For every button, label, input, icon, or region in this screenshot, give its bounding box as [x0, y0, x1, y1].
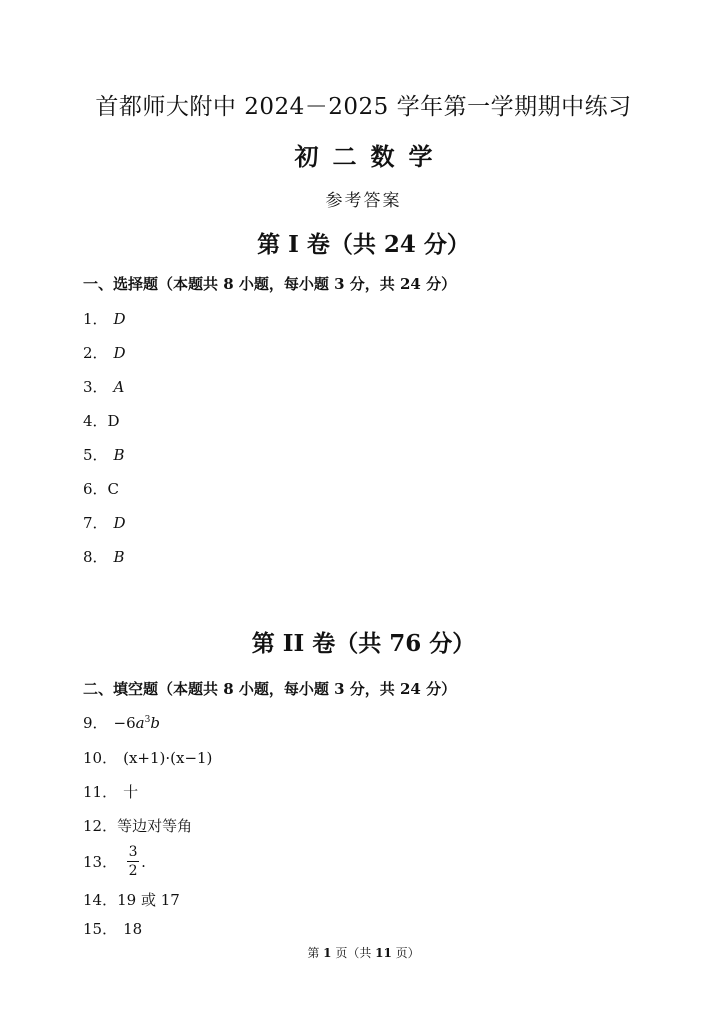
answer-item	[83, 444, 125, 465]
answer-variable-b: b	[150, 714, 160, 732]
answer-variable-a: a	[135, 714, 145, 732]
answer-item	[83, 843, 146, 880]
document-title: 首都师大附中 2024－2025 学年第一学期期中练习	[95, 94, 632, 120]
item-answer: 等边对等角	[117, 817, 193, 835]
answer-item	[83, 512, 126, 533]
answer-item	[83, 815, 192, 836]
item-number: 11．	[83, 783, 118, 801]
document-subtitle: 初二数学	[294, 142, 447, 171]
item-answer: 19 或 17	[117, 891, 180, 909]
fraction-numerator: 3	[128, 844, 138, 860]
item-answer: B	[113, 548, 125, 566]
answer-exponent: 3	[144, 715, 151, 725]
item-number: 13．	[83, 853, 118, 871]
item-number: 14．	[83, 891, 118, 909]
footer-text-3: 页）	[391, 946, 420, 960]
total-pages: 11	[375, 946, 392, 960]
item-answer	[114, 714, 160, 732]
item-number: 6．	[83, 480, 108, 498]
item-number: 15．	[83, 920, 118, 938]
item-answer: A	[113, 378, 125, 396]
answer-item	[83, 712, 160, 733]
item-number: 8．	[83, 548, 108, 566]
answer-coefficient: −6	[113, 714, 136, 732]
answer-item	[83, 889, 180, 910]
item-answer: B	[113, 446, 125, 464]
footer-text-1: 第	[307, 946, 324, 960]
item-number: 7．	[83, 514, 108, 532]
page-number: 1	[323, 946, 332, 960]
item-number: 10．	[83, 749, 118, 767]
answer-item	[83, 781, 138, 802]
item-answer: D	[113, 514, 126, 532]
answer-item	[83, 410, 120, 431]
item-answer: (x+1)·(x−1)	[123, 749, 213, 767]
answer-item	[83, 342, 126, 363]
item-answer: D	[107, 412, 120, 430]
item-answer: D	[113, 310, 126, 328]
answer-item	[83, 478, 119, 499]
reference-answer-label: 参考答案	[325, 191, 402, 211]
item-number: 3．	[83, 378, 108, 396]
item-number: 12．	[83, 817, 118, 835]
answer-item	[83, 747, 212, 768]
item-number: 4．	[83, 412, 108, 430]
fraction-denominator: 2	[128, 863, 138, 879]
item-number: 9．	[83, 714, 108, 732]
answer-item	[83, 918, 142, 939]
section2-heading: 二、填空题（本题共 8 小题，每小题 3 分，共 24 分）	[83, 680, 457, 698]
answer-fraction	[127, 843, 139, 880]
page-footer	[0, 944, 727, 961]
item-number: 2．	[83, 344, 108, 362]
item-answer: D	[113, 344, 126, 362]
answer-suffix: .	[141, 852, 146, 871]
footer-text-2: 页（共	[331, 946, 376, 960]
answer-item	[83, 546, 125, 567]
item-answer: 十	[123, 783, 139, 801]
part2-heading: 第 II 卷（共 76 分）	[251, 630, 476, 657]
item-number: 1．	[83, 310, 108, 328]
item-answer: 18	[123, 920, 143, 938]
item-answer: C	[107, 480, 120, 498]
section1-heading: 一、选择题（本题共 8 小题，每小题 3 分，共 24 分）	[83, 275, 457, 293]
part1-heading: 第 I 卷（共 24 分）	[257, 231, 470, 258]
answer-item	[83, 376, 124, 397]
item-number: 5．	[83, 446, 108, 464]
answer-item	[83, 308, 126, 329]
